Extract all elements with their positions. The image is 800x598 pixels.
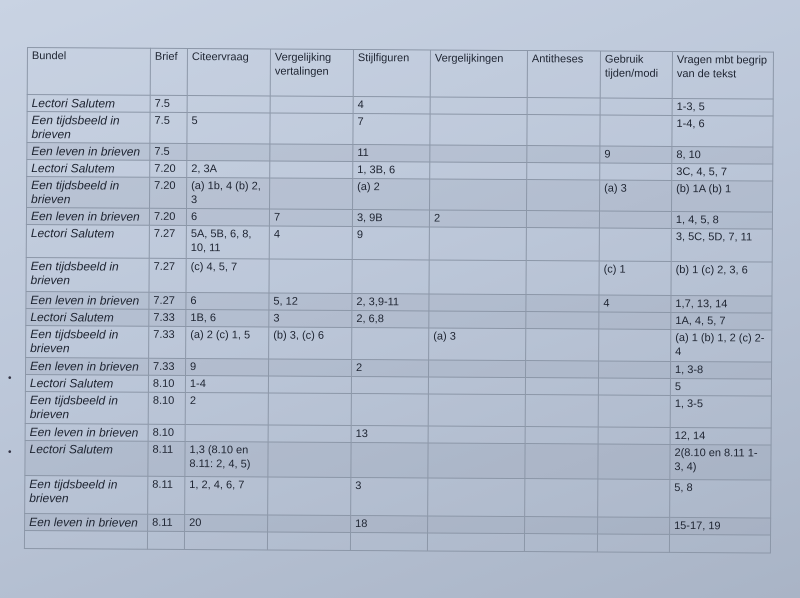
table-row	[27, 177, 773, 213]
cell-brief: 7.27	[149, 225, 186, 258]
cell-bundel: Een tijdsbeeld in brieven	[26, 257, 149, 292]
column-header-antitheses: Antitheses	[527, 51, 600, 98]
cell-bundel: Een leven in brieven	[25, 513, 148, 531]
cell-antitheses	[525, 378, 598, 395]
cell-vragen-begrip: (b) 1A (b) 1	[672, 180, 773, 212]
cell-vragen-begrip: 1A, 4, 5, 7	[671, 312, 772, 330]
cell-gebruik-tijden-modi	[598, 444, 670, 479]
column-header-brief: Brief	[150, 48, 187, 95]
cell-gebruik-tijden-modi	[599, 312, 671, 329]
cell-vragen-begrip: 5	[670, 378, 771, 396]
cell-stijlfiguren	[350, 532, 427, 550]
cell-citeervraag: (a) 2 (c) 1, 5	[186, 326, 269, 359]
cell-gebruik-tijden-modi	[598, 395, 670, 427]
cell-bundel: Lectori Salutem	[25, 440, 148, 476]
cell-gebruik-tijden-modi	[597, 534, 669, 552]
header-row	[27, 48, 773, 100]
cell-bundel: Een tijdsbeeld in brieven	[25, 475, 148, 514]
cell-bundel: Lectori Salutem	[26, 308, 149, 326]
cell-citeervraag: 2, 3A	[187, 160, 270, 178]
cell-stijlfiguren: 3	[351, 477, 428, 515]
cell-antitheses	[526, 261, 599, 295]
cell-brief: 8.10	[148, 375, 185, 392]
cell-vergelijking-vertalingen	[270, 161, 353, 179]
cell-vergelijkingen: 2	[429, 210, 526, 228]
table-row	[24, 530, 770, 553]
cell-vragen-begrip: 8, 10	[672, 146, 773, 164]
cell-citeervraag: 5	[187, 112, 270, 144]
cell-vragen-begrip: 15-17, 19	[670, 517, 771, 535]
cell-vragen-begrip: 1-3, 5	[672, 98, 773, 116]
cell-brief: 7.20	[149, 208, 186, 225]
cell-citeervraag: 1-4	[185, 375, 268, 393]
cell-antitheses	[526, 228, 599, 261]
column-header-bundel: Bundel	[27, 48, 150, 96]
cell-antitheses	[525, 444, 598, 479]
cell-brief: 7.33	[149, 309, 186, 326]
cell-vergelijkingen	[430, 114, 527, 146]
cell-vergelijkingen	[428, 360, 525, 378]
cell-antitheses	[527, 98, 600, 115]
cell-citeervraag: 1, 2, 4, 6, 7	[185, 476, 268, 515]
column-header-vragen-begrip: Vragen mbt begrip van de tekst	[672, 51, 773, 99]
cell-brief: 7.20	[150, 177, 187, 208]
cell-bundel: Een leven in brieven	[25, 423, 148, 441]
cell-stijlfiguren	[351, 393, 428, 425]
cell-vragen-begrip: 12, 14	[670, 427, 771, 445]
cell-antitheses	[524, 534, 597, 552]
cell-citeervraag: 1B, 6	[186, 309, 269, 327]
cell-stijlfiguren	[351, 376, 428, 393]
cell-gebruik-tijden-modi	[600, 98, 672, 115]
cell-vergelijking-vertalingen: 5, 12	[269, 293, 352, 311]
cell-stijlfiguren	[352, 327, 429, 359]
table-row	[27, 112, 773, 148]
cell-gebruik-tijden-modi: (a) 3	[600, 180, 672, 211]
cell-brief: 7.33	[148, 358, 185, 375]
column-header-vergelijkingen: Vergelijkingen	[430, 50, 527, 98]
cell-vragen-begrip: 1, 4, 5, 8	[671, 211, 772, 229]
cell-gebruik-tijden-modi	[600, 163, 672, 180]
cell-citeervraag	[184, 531, 267, 550]
cell-bundel: Een tijdsbeeld in brieven	[26, 325, 149, 358]
cell-citeervraag: 1,3 (8.10 en 8.11: 2, 4, 5)	[185, 441, 268, 477]
table-row	[26, 224, 772, 262]
cell-vergelijking-vertalingen	[268, 359, 351, 377]
cell-gebruik-tijden-modi	[599, 228, 671, 261]
cell-vergelijking-vertalingen	[268, 442, 351, 478]
cell-vergelijking-vertalingen: 7	[269, 209, 352, 227]
cell-bundel: Een leven in brieven	[26, 208, 149, 226]
cell-gebruik-tijden-modi	[598, 361, 670, 378]
cell-bundel: Een tijdsbeeld in brieven	[27, 177, 150, 209]
cell-stijlfiguren: 4	[353, 96, 430, 113]
cell-vergelijking-vertalingen	[268, 425, 351, 443]
cell-citeervraag	[187, 95, 270, 113]
cell-brief: 8.10	[148, 424, 185, 441]
cell-vergelijking-vertalingen	[270, 178, 353, 210]
cell-antitheses	[527, 146, 600, 163]
cell-stijlfiguren: (a) 2	[353, 178, 430, 209]
cell-gebruik-tijden-modi	[598, 378, 670, 395]
cell-antitheses	[525, 517, 598, 534]
cell-vergelijking-vertalingen	[270, 113, 353, 145]
cell-brief: 7.20	[150, 160, 187, 177]
cell-gebruik-tijden-modi	[599, 329, 671, 361]
cell-vergelijkingen	[430, 179, 527, 211]
cell-stijlfiguren: 2, 6,8	[352, 310, 429, 327]
cell-bundel: Lectori Salutem	[25, 374, 148, 392]
cell-bundel: Een tijdsbeeld in brieven	[27, 112, 150, 144]
cell-stijlfiguren	[352, 259, 429, 293]
cell-bundel: Een leven in brieven	[25, 357, 148, 375]
cell-vergelijkingen	[428, 443, 525, 479]
cell-vergelijkingen	[429, 260, 526, 295]
cell-citeervraag: 9	[185, 358, 268, 376]
cell-stijlfiguren: 11	[353, 144, 430, 161]
cell-vergelijkingen	[429, 294, 526, 312]
cell-vergelijking-vertalingen	[267, 532, 350, 551]
cell-bundel: Een leven in brieven	[26, 291, 149, 309]
cell-brief: 7.27	[149, 292, 186, 309]
cell-stijlfiguren: 2	[351, 359, 428, 376]
column-header-citeervraag: Citeervraag	[187, 48, 270, 96]
cell-gebruik-tijden-modi: 4	[599, 295, 671, 312]
cell-brief: 7.27	[149, 258, 186, 292]
cell-gebruik-tijden-modi	[598, 479, 670, 517]
cell-antitheses	[525, 395, 598, 427]
cell-stijlfiguren: 9	[352, 226, 429, 259]
cell-brief: 7.5	[150, 112, 187, 143]
cell-citeervraag: 20	[185, 514, 268, 532]
cell-citeervraag: 6	[186, 292, 269, 310]
cell-brief: 8.10	[148, 392, 185, 424]
cell-vergelijkingen	[428, 394, 525, 427]
cell-vragen-begrip: 1, 3-8	[670, 361, 771, 379]
pen-mark: •	[8, 373, 12, 384]
cell-citeervraag: 2	[185, 392, 268, 425]
cell-vergelijking-vertalingen	[269, 259, 352, 294]
cell-antitheses	[527, 115, 600, 146]
cell-vragen-begrip: (b) 1 (c) 2, 3, 6	[671, 261, 772, 296]
table-row	[25, 475, 771, 518]
cell-vragen-begrip: 2(8.10 en 8.11 1-3, 4)	[670, 444, 771, 480]
cell-brief: 8.11	[148, 514, 185, 531]
cell-brief: 8.11	[148, 476, 185, 514]
table-row	[26, 325, 772, 362]
cell-vergelijkingen	[428, 426, 525, 444]
cell-bundel: Lectori Salutem	[26, 224, 149, 258]
cell-bundel: Lectori Salutem	[27, 160, 150, 178]
cell-vragen-begrip: 3C, 4, 5, 7	[672, 163, 773, 181]
cell-vragen-begrip	[669, 534, 770, 553]
cell-stijlfiguren: 18	[351, 515, 428, 532]
cell-gebruik-tijden-modi: (c) 1	[599, 261, 671, 295]
cell-brief: 7.33	[149, 326, 186, 358]
cell-vragen-begrip: 1,7, 13, 14	[671, 295, 772, 313]
cell-antitheses	[525, 427, 598, 444]
cell-stijlfiguren	[351, 442, 428, 477]
column-header-gebruik-tijden-modi: Gebruik tijden/modi	[600, 51, 672, 98]
cell-bundel: Een leven in brieven	[27, 143, 150, 161]
cell-gebruik-tijden-modi	[598, 517, 670, 534]
cell-bundel	[24, 530, 147, 549]
cell-bundel: Een tijdsbeeld in brieven	[25, 391, 148, 424]
cell-antitheses	[526, 312, 599, 329]
cell-antitheses	[526, 329, 599, 361]
cell-antitheses	[527, 180, 600, 211]
cell-vergelijkingen	[430, 162, 527, 180]
cell-vergelijking-vertalingen	[268, 376, 351, 394]
cell-brief: 8.11	[148, 441, 185, 476]
cell-vragen-begrip: (a) 1 (b) 1, 2 (c) 2-4	[671, 329, 772, 362]
cell-citeervraag	[187, 143, 270, 161]
cell-vergelijkingen	[430, 97, 527, 115]
cell-citeervraag: (a) 1b, 4 (b) 2, 3	[187, 177, 270, 209]
cell-vergelijkingen	[428, 516, 525, 534]
overview-table	[24, 47, 774, 554]
pen-mark: •	[8, 447, 12, 458]
cell-brief	[147, 531, 184, 549]
cell-vragen-begrip: 1-4, 6	[672, 115, 773, 147]
cell-gebruik-tijden-modi: 9	[600, 146, 672, 163]
cell-citeervraag: (c) 4, 5, 7	[186, 258, 269, 293]
cell-stijlfiguren: 13	[351, 425, 428, 442]
cell-vergelijkingen	[428, 478, 525, 517]
table-row	[25, 391, 771, 428]
cell-vergelijkingen	[430, 145, 527, 163]
column-header-vergelijking-vertalingen: Vergelijking vertalingen	[270, 49, 353, 97]
cell-vergelijkingen	[429, 227, 526, 261]
cell-antitheses	[525, 361, 598, 378]
cell-antitheses	[526, 295, 599, 312]
table-row	[26, 257, 772, 296]
cell-vergelijkingen	[429, 311, 526, 329]
cell-vragen-begrip: 5, 8	[670, 479, 771, 518]
cell-stijlfiguren: 2, 3,9-11	[352, 293, 429, 310]
cell-vergelijking-vertalingen	[268, 477, 351, 516]
cell-vergelijking-vertalingen	[270, 144, 353, 162]
cell-brief: 7.5	[150, 143, 187, 160]
cell-gebruik-tijden-modi	[598, 427, 670, 444]
cell-vergelijkingen: (a) 3	[429, 328, 526, 361]
cell-vergelijking-vertalingen: 4	[269, 226, 352, 260]
cell-antitheses	[527, 163, 600, 180]
table-row	[25, 440, 771, 480]
cell-gebruik-tijden-modi	[599, 211, 671, 228]
column-header-stijlfiguren: Stijlfiguren	[353, 49, 430, 96]
cell-vergelijking-vertalingen	[268, 393, 351, 426]
cell-antitheses	[526, 211, 599, 228]
cell-vergelijking-vertalingen: 3	[269, 310, 352, 328]
cell-gebruik-tijden-modi	[600, 115, 672, 146]
cell-citeervraag	[185, 424, 268, 442]
cell-vergelijking-vertalingen	[270, 96, 353, 114]
cell-stijlfiguren: 3, 9B	[352, 209, 429, 226]
cell-vergelijking-vertalingen: (b) 3, (c) 6	[269, 327, 352, 360]
cell-vergelijkingen	[427, 533, 524, 552]
cell-vergelijkingen	[428, 377, 525, 395]
cell-vergelijking-vertalingen	[268, 515, 351, 533]
cell-bundel: Lectori Salutem	[27, 95, 150, 113]
cell-vragen-begrip: 3, 5C, 5D, 7, 11	[671, 228, 772, 262]
cell-citeervraag: 6	[186, 208, 269, 226]
cell-vragen-begrip: 1, 3-5	[670, 395, 771, 428]
cell-antitheses	[525, 479, 598, 517]
cell-brief: 7.5	[150, 95, 187, 112]
cell-stijlfiguren: 7	[353, 113, 430, 144]
cell-stijlfiguren: 1, 3B, 6	[353, 161, 430, 178]
cell-citeervraag: 5A, 5B, 6, 8, 10, 11	[186, 225, 269, 259]
